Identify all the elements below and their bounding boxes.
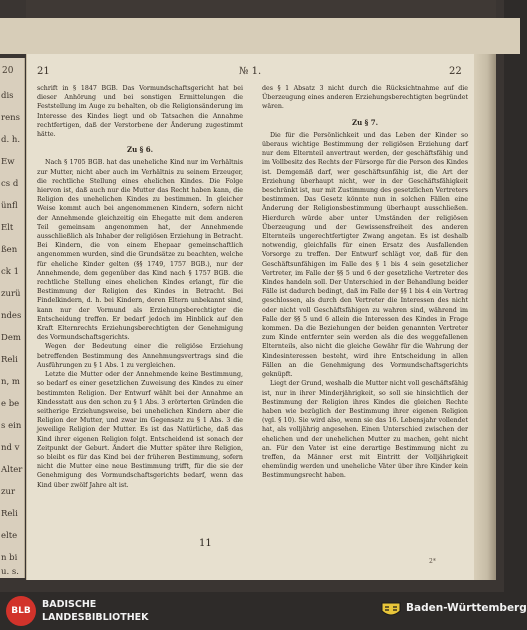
paragraph: Letzte die Mutter oder der Annehmende keine Bestimmung, so bedarf es einer gesetzlichen Zuweisung des Kindes zu einer bestimmten Religion. Der Entwurf wählt bei der Annahme an Kindesstatt aus den schon zu § 1 Abs. 3 erörterten Gründen die seitherige Erziehungsweise, bei unehelichen Kindern aber die Religion der Mutter, und zwar im Gegensatz zu § 1 Abs. 3 die jeweilige Religion der Mutter. Es ist das Natürliche, daß das Kind ihrer eigenen Religion folgt. Entscheidend ist sonach der Zeitpunkt der Geburt. Ändert die Mutter später ihre Religion, so bleibt es für das Kind bei der früheren Bestimmung, sofern nicht die Mutter eine neue Bestimmung trifft, für die sie der Genehmigung des Vormundschaftsgerichts bedarf, wenn das Kind über zwölf Jahre alt ist. <box>37 371 243 489</box>
lions-crest-icon <box>380 601 402 619</box>
library-name-line1: BADISCHE <box>42 599 97 610</box>
left-fragment: nd v <box>1 443 20 453</box>
section-heading: Zu § 7. <box>351 117 379 127</box>
left-fragment: ßen <box>1 245 18 255</box>
left-fragment: n bi <box>1 553 18 563</box>
left-fragment: ndes <box>1 311 22 321</box>
right-text-column <box>262 84 468 481</box>
footer-bar <box>0 592 527 630</box>
left-fragment: Alter <box>1 465 23 475</box>
left-fragment: Dem <box>1 333 21 343</box>
left-text-column <box>37 84 243 490</box>
left-fragment: u. s. <box>1 567 19 577</box>
right-page-edge <box>474 54 496 580</box>
state-name[interactable]: Baden-Württemberg <box>406 602 527 614</box>
blb-logo[interactable] <box>6 596 36 626</box>
book-top-band <box>26 0 496 54</box>
paragraph: Liegt der Grund, weshalb die Mutter nicht voll geschäftsfähig ist, nur in ihrer Minderjährigkeit, so soll sie hinsichtlich der Bestimmung der Religion ihres Kindes die gleichen Rechte haben wie bezüglich der Bestimmung ihrer eigenen Religion (vgl. § 10). Sie wird also, wenn sie das 16. Lebensjahr vollendet hat, als volljährig angesehen. Einen Unterschied zwischen der ehelichen und der unehelichen Mutter zu machen, geht nicht an. Für den Vater ist eine derartige Bestimmung nicht zu treffen, da Männer erst mit Eintritt der Volljährigkeit ehemündig werden und uneheliche Väter über ihre Kinder kein Bestimmungsrecht haben. <box>262 380 468 480</box>
left-fragment: Reli <box>1 355 18 365</box>
library-name[interactable] <box>42 598 149 624</box>
section-heading: Zu § 6. <box>126 145 154 155</box>
paragraph: des § 1 Absatz 3 nicht durch die Rücksichtnahme auf die Überzeugung eines anderen Erziehungsberechtigten begründet wären. <box>262 85 468 111</box>
left-fragment: cs d <box>1 179 19 189</box>
left-fragment: ck 1 <box>1 267 20 277</box>
left-fragment: zurü <box>1 289 21 299</box>
left-fragment: d. h. <box>1 135 21 145</box>
left-fragment: Reli <box>1 509 18 519</box>
left-fragment: s ein <box>1 421 22 431</box>
left-fragment: dis <box>1 91 14 101</box>
left-fragment: n, m <box>1 377 20 387</box>
left-fragment: Elt <box>1 223 14 233</box>
blb-logo-text: BLB <box>11 606 31 616</box>
left-fragment: zur <box>1 487 16 497</box>
paragraph: Nach § 1705 BGB. hat das uneheliche Kind nur im Verhältnis zur Mutter, nicht aber auch im Verhältnis zu seinem Erzeuger, die rechtliche Stellung eines ehelichen Kindes. Die Folge hiervon ist, daß auch nur die Mutter das Recht haben kann, die Religion des unehelichen Kindes zu bestimmen. In gleicher Weise kommt auch bei angenommenen Kindern, sofern nicht der Annehmende gleichzeitig ein Ehegatte mit dem anderen Teil gemeinsam angenommen hat, der Annehmende ausschließlich als Inhaber der religiösen Erziehung in Betracht. Bei Kindern, die von einem Ehepaar gemeinschaftlich angenommen wurden, sind die Grundsätze zu beachten, welche für eheliche Kinder gelten (§§ 1749, 1757 BGB.), nur der Annehmende, dem gegenüber das Kind nach § 1757 BGB. die rechtliche Stellung eines ehelichen Kindes erlangt, für die Bestimmung der Religion des Kindes in Betracht. Bei Findelkindern, d. h. bei Kindern, deren Eltern unbekannt sind, kann nur der Vormund als Erziehungsberechtigter die Entscheidung treffen. Er bedarf jedoch im Hinblick auf den Kraft Elternrechts Erziehungsberechtigten der Genehmigung des Vormundschaftsgerichts. <box>37 159 243 342</box>
paragraph: Wegen der Bedeutung einer die religiöse Erziehung betreffenden Bestimmung des Annehmungsvertrags sind die Ausführungen zu § 1 Abs. 1 zu vergleichen. <box>37 343 243 369</box>
left-fragment: Ew <box>1 157 15 167</box>
left-margin-number: 20 <box>2 66 14 76</box>
left-fragment: rens <box>1 113 20 123</box>
signature-mark: 2* <box>429 558 436 565</box>
left-fragment: ünfl <box>1 201 18 211</box>
paragraph: Die für die Persönlichkeit und das Leben der Kinder so überaus wichtige Bestimmung der religiösen Erziehung darf nur dem Elternteil anvertraut werden, der geschäftsfähig und im Vollbesitz des Rechts der Fürsorge für die Person des Kindes ist. Demgemäß darf, wer geschäftsunfähig ist, die Art der Erziehung überhaupt nicht, wer in der Geschäftsfähigkeit beschränkt ist, nur mit Zustimmung des gesetzlichen Vertreters bestimmen. Das Gesetz könnte nun in solchen Fällen eine Änderung der Religionsbestimmung überhaupt ausschließen. Hierdurch würde aber unter Umständen der religiösen Überzeugung und der Gewissensfreiheit des anderen Elternteils ungerechtfertigter Zwang angetan. Es ist deshalb notwendig, gleichfalls für einen Ersatz des Ausfallenden Vorsorge zu treffen. Der Entwurf schlägt vor, daß für den Geschäftsunfähigen im Falle des § 1 bis 4 sein gesetzlicher Vertreter, im Falle der §§ 5 und 6 der gesetzliche Vertreter des Kindes handeln soll. Der Unterschied in der Behandlung beider Fälle ist dadurch bedingt, daß im Falle der §§ 1 bis 4 ein Vertrag geschlossen, als durch den Vertreter die Interessen des nicht oder nicht voll Geschäftsfähigen zu wahren sind, während im Falle der §§ 5 und 6 allein die Interessen des Kindes in Frage kommen. Da die Beziehungen der beiden genannten Vertreter zum Kinde entfernter sein werden als die des weggefallenen Elternteils, also nicht die gleiche Gewähr für die Wahrung der Kindesinteressen besteht, wird ihre Entscheidung in allen Fällen an die Genehmigung des Vormundschaftsgerichts geknüpft. <box>262 131 468 379</box>
paragraph: schrift in § 1847 BGB. Das Vormundschaftsgericht hat bei dieser Anhörung und bei sonstigen Ermittelungen die Feststellung im Auge zu behalten, ob die Religionsänderung im Interesse des Kindes liegt und ob Tatsachen die Annahme rechtfertigen, daß der Verstorbene der Änderung zugestimmt hätte. <box>37 85 243 139</box>
left-fragment: e be <box>1 399 20 409</box>
page-number: 11 <box>199 538 212 549</box>
running-head-left: 21 <box>37 66 50 77</box>
running-head-center: № 1. <box>239 66 262 77</box>
left-fragment: elte <box>1 531 18 541</box>
document-page <box>26 54 476 580</box>
library-name-line2: LANDESBIBLIOTHEK <box>42 612 149 623</box>
running-head-right: 22 <box>449 66 462 77</box>
left-page-edge <box>0 58 25 578</box>
